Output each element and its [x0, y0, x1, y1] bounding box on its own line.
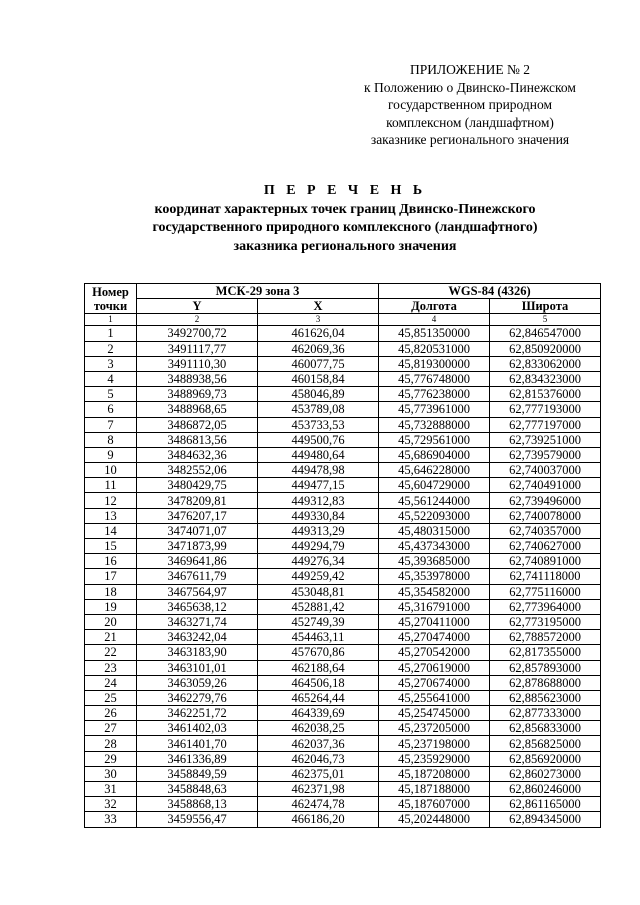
point-number-cell: 27 — [85, 721, 137, 736]
latitude-cell: 62,741118000 — [490, 569, 601, 584]
latitude-cell: 62,860246000 — [490, 782, 601, 797]
table-row — [85, 447, 601, 462]
point-number-cell: 24 — [85, 675, 137, 690]
y-cell: 3461401,70 — [137, 736, 258, 751]
x-cell: 462375,01 — [258, 766, 379, 781]
x-cell: 462474,78 — [258, 797, 379, 812]
longitude-cell: 45,522093000 — [379, 508, 490, 523]
header-longitude: Долгота — [379, 299, 490, 314]
longitude-cell: 45,646228000 — [379, 463, 490, 478]
table-row — [85, 690, 601, 705]
longitude-cell: 45,776748000 — [379, 371, 490, 386]
header-latitude: Широта — [490, 299, 601, 314]
y-cell: 3463271,74 — [137, 614, 258, 629]
y-cell: 3459556,47 — [137, 812, 258, 827]
point-number-cell: 28 — [85, 736, 137, 751]
latitude-cell: 62,740037000 — [490, 463, 601, 478]
latitude-cell: 62,777193000 — [490, 402, 601, 417]
table-row — [85, 721, 601, 736]
table-row — [85, 812, 601, 827]
latitude-cell: 62,740078000 — [490, 508, 601, 523]
x-cell: 453733,53 — [258, 417, 379, 432]
latitude-cell: 62,846547000 — [490, 326, 601, 341]
x-cell: 462371,98 — [258, 782, 379, 797]
latitude-cell: 62,861165000 — [490, 797, 601, 812]
document-title — [80, 182, 610, 256]
column-index-row — [85, 314, 601, 326]
latitude-cell: 62,817355000 — [490, 645, 601, 660]
y-cell: 3476207,17 — [137, 508, 258, 523]
x-cell: 452749,39 — [258, 614, 379, 629]
appendix-line: к Положению о Двинско-Пинежском — [364, 79, 576, 95]
longitude-cell: 45,270542000 — [379, 645, 490, 660]
table-row — [85, 356, 601, 371]
latitude-cell: 62,885623000 — [490, 690, 601, 705]
latitude-cell: 62,894345000 — [490, 812, 601, 827]
latitude-cell: 62,856833000 — [490, 721, 601, 736]
latitude-cell: 62,775116000 — [490, 584, 601, 599]
column-index: 2 — [137, 314, 258, 326]
point-number-cell: 33 — [85, 812, 137, 827]
point-number-cell: 29 — [85, 751, 137, 766]
table-row — [85, 478, 601, 493]
table-body — [85, 326, 601, 827]
point-number-cell: 5 — [85, 387, 137, 402]
longitude-cell: 45,202448000 — [379, 812, 490, 827]
x-cell: 462069,36 — [258, 341, 379, 356]
y-cell: 3458849,59 — [137, 766, 258, 781]
y-cell: 3474071,07 — [137, 523, 258, 538]
point-number-cell: 23 — [85, 660, 137, 675]
x-cell: 460077,75 — [258, 356, 379, 371]
longitude-cell: 45,393685000 — [379, 554, 490, 569]
latitude-cell: 62,740357000 — [490, 523, 601, 538]
x-cell: 449500,76 — [258, 432, 379, 447]
point-number-cell: 2 — [85, 341, 137, 356]
longitude-cell: 45,237205000 — [379, 721, 490, 736]
y-cell: 3486813,56 — [137, 432, 258, 447]
table-row — [85, 766, 601, 781]
longitude-cell: 45,732888000 — [379, 417, 490, 432]
longitude-cell: 45,270674000 — [379, 675, 490, 690]
y-cell: 3463059,26 — [137, 675, 258, 690]
x-cell: 462038,25 — [258, 721, 379, 736]
longitude-cell: 45,776238000 — [379, 387, 490, 402]
y-cell: 3469641,86 — [137, 554, 258, 569]
y-cell: 3484632,36 — [137, 447, 258, 462]
appendix-line: комплексном (ландшафтном) — [386, 114, 554, 130]
table-row — [85, 463, 601, 478]
latitude-cell: 62,856920000 — [490, 751, 601, 766]
header-point-number — [85, 284, 137, 314]
longitude-cell: 45,604729000 — [379, 478, 490, 493]
y-cell: 3488969,73 — [137, 387, 258, 402]
point-number-cell: 11 — [85, 478, 137, 493]
x-cell: 462046,73 — [258, 751, 379, 766]
table-row — [85, 751, 601, 766]
table-row — [85, 630, 601, 645]
table-row — [85, 736, 601, 751]
point-number-cell: 25 — [85, 690, 137, 705]
latitude-cell: 62,773195000 — [490, 614, 601, 629]
y-cell: 3492700,72 — [137, 326, 258, 341]
table-row — [85, 614, 601, 629]
point-number-cell: 21 — [85, 630, 137, 645]
longitude-cell: 45,480315000 — [379, 523, 490, 538]
table-row — [85, 326, 601, 341]
table-row — [85, 797, 601, 812]
x-cell: 460158,84 — [258, 371, 379, 386]
x-cell: 453048,81 — [258, 584, 379, 599]
x-cell: 449330,84 — [258, 508, 379, 523]
x-cell: 457670,86 — [258, 645, 379, 660]
appendix-block — [330, 61, 610, 149]
longitude-cell: 45,354582000 — [379, 584, 490, 599]
latitude-cell: 62,856825000 — [490, 736, 601, 751]
longitude-cell: 45,187208000 — [379, 766, 490, 781]
latitude-cell: 62,788572000 — [490, 630, 601, 645]
table-row — [85, 341, 601, 356]
table-row — [85, 569, 601, 584]
longitude-cell: 45,255641000 — [379, 690, 490, 705]
point-number-cell: 6 — [85, 402, 137, 417]
y-cell: 3491110,30 — [137, 356, 258, 371]
latitude-cell: 62,740491000 — [490, 478, 601, 493]
longitude-cell: 45,254745000 — [379, 706, 490, 721]
table-row — [85, 508, 601, 523]
point-number-cell: 16 — [85, 554, 137, 569]
y-cell: 3458868,13 — [137, 797, 258, 812]
appendix-line: заказнике регионального значения — [370, 132, 570, 147]
x-cell: 449276,34 — [258, 554, 379, 569]
point-number-cell: 15 — [85, 539, 137, 554]
latitude-cell: 62,740627000 — [490, 539, 601, 554]
point-number-cell: 1 — [85, 326, 137, 341]
table-row — [85, 523, 601, 538]
title-line: координат характерных точек границ Двинско-Пинежского — [154, 201, 536, 217]
point-number-cell: 31 — [85, 782, 137, 797]
latitude-cell: 62,878688000 — [490, 675, 601, 690]
column-index: 5 — [490, 314, 601, 326]
y-cell: 3462251,72 — [137, 706, 258, 721]
point-number-cell: 10 — [85, 463, 137, 478]
appendix-line: государственном природном — [387, 97, 553, 112]
x-cell: 462037,36 — [258, 736, 379, 751]
longitude-cell: 45,819300000 — [379, 356, 490, 371]
column-index: 4 — [379, 314, 490, 326]
latitude-cell: 62,833062000 — [490, 356, 601, 371]
latitude-cell: 62,739251000 — [490, 432, 601, 447]
y-cell: 3471873,99 — [137, 539, 258, 554]
y-cell: 3463183,90 — [137, 645, 258, 660]
x-cell: 464339,69 — [258, 706, 379, 721]
y-cell: 3462279,76 — [137, 690, 258, 705]
point-number-cell: 9 — [85, 447, 137, 462]
column-index: 1 — [85, 314, 137, 326]
coordinates-table — [84, 283, 601, 828]
x-cell: 449259,42 — [258, 569, 379, 584]
latitude-cell: 62,740891000 — [490, 554, 601, 569]
latitude-cell: 62,777197000 — [490, 417, 601, 432]
title-line: заказника регионального значения — [233, 238, 457, 254]
longitude-cell: 45,237198000 — [379, 736, 490, 751]
x-cell: 461626,04 — [258, 326, 379, 341]
x-cell: 454463,11 — [258, 630, 379, 645]
longitude-cell: 45,729561000 — [379, 432, 490, 447]
point-number-cell: 13 — [85, 508, 137, 523]
y-cell: 3467564,97 — [137, 584, 258, 599]
x-cell: 458046,89 — [258, 387, 379, 402]
appendix-line: ПРИЛОЖЕНИЕ № 2 — [409, 62, 531, 77]
table-row — [85, 539, 601, 554]
x-cell: 449478,98 — [258, 463, 379, 478]
x-cell: 449312,83 — [258, 493, 379, 508]
table-row — [85, 417, 601, 432]
y-cell: 3488968,65 — [137, 402, 258, 417]
point-number-cell: 22 — [85, 645, 137, 660]
y-cell: 3465638,12 — [137, 599, 258, 614]
table-row — [85, 675, 601, 690]
header-group-msk: МСК-29 зона 3 — [137, 284, 379, 299]
table-row — [85, 645, 601, 660]
point-number-cell: 26 — [85, 706, 137, 721]
x-cell: 449313,29 — [258, 523, 379, 538]
title-heading: П Е Р Е Ч Е Н Ь — [263, 183, 427, 198]
x-cell: 449294,79 — [258, 539, 379, 554]
table-row — [85, 599, 601, 614]
x-cell: 449477,15 — [258, 478, 379, 493]
longitude-cell: 45,270474000 — [379, 630, 490, 645]
x-cell: 449480,64 — [258, 447, 379, 462]
longitude-cell: 45,851350000 — [379, 326, 490, 341]
title-line: государственного природного комплексного (ландшафтного) — [152, 220, 538, 235]
y-cell: 3478209,81 — [137, 493, 258, 508]
header-number-line2: точки — [93, 298, 128, 313]
latitude-cell: 62,834323000 — [490, 371, 601, 386]
y-cell: 3467611,79 — [137, 569, 258, 584]
point-number-cell: 18 — [85, 584, 137, 599]
x-cell: 464506,18 — [258, 675, 379, 690]
longitude-cell: 45,773961000 — [379, 402, 490, 417]
longitude-cell: 45,561244000 — [379, 493, 490, 508]
header-y: Y — [137, 299, 258, 314]
header-number-line1: Номер — [92, 284, 129, 299]
point-number-cell: 7 — [85, 417, 137, 432]
point-number-cell: 12 — [85, 493, 137, 508]
y-cell: 3482552,06 — [137, 463, 258, 478]
longitude-cell: 45,820531000 — [379, 341, 490, 356]
longitude-cell: 45,437343000 — [379, 539, 490, 554]
point-number-cell: 3 — [85, 356, 137, 371]
longitude-cell: 45,187607000 — [379, 797, 490, 812]
longitude-cell: 45,686904000 — [379, 447, 490, 462]
table-row — [85, 584, 601, 599]
point-number-cell: 20 — [85, 614, 137, 629]
latitude-cell: 62,773964000 — [490, 599, 601, 614]
longitude-cell: 45,235929000 — [379, 751, 490, 766]
y-cell: 3463101,01 — [137, 660, 258, 675]
latitude-cell: 62,857893000 — [490, 660, 601, 675]
longitude-cell: 45,187188000 — [379, 782, 490, 797]
longitude-cell: 45,316791000 — [379, 599, 490, 614]
longitude-cell: 45,270619000 — [379, 660, 490, 675]
table-row — [85, 782, 601, 797]
column-index: 3 — [258, 314, 379, 326]
latitude-cell: 62,860273000 — [490, 766, 601, 781]
y-cell: 3458848,63 — [137, 782, 258, 797]
point-number-cell: 17 — [85, 569, 137, 584]
table-row — [85, 554, 601, 569]
header-x: X — [258, 299, 379, 314]
table-row — [85, 432, 601, 447]
table-row — [85, 493, 601, 508]
x-cell: 462188,64 — [258, 660, 379, 675]
point-number-cell: 4 — [85, 371, 137, 386]
point-number-cell: 14 — [85, 523, 137, 538]
table-row — [85, 402, 601, 417]
y-cell: 3461336,89 — [137, 751, 258, 766]
longitude-cell: 45,353978000 — [379, 569, 490, 584]
y-cell: 3480429,75 — [137, 478, 258, 493]
latitude-cell: 62,850920000 — [490, 341, 601, 356]
table-row — [85, 706, 601, 721]
point-number-cell: 32 — [85, 797, 137, 812]
x-cell: 466186,20 — [258, 812, 379, 827]
table-row — [85, 660, 601, 675]
point-number-cell: 19 — [85, 599, 137, 614]
table-row — [85, 387, 601, 402]
x-cell: 465264,44 — [258, 690, 379, 705]
latitude-cell: 62,739496000 — [490, 493, 601, 508]
table-row — [85, 371, 601, 386]
point-number-cell: 30 — [85, 766, 137, 781]
y-cell: 3486872,05 — [137, 417, 258, 432]
x-cell: 453789,08 — [258, 402, 379, 417]
longitude-cell: 45,270411000 — [379, 614, 490, 629]
y-cell: 3461402,03 — [137, 721, 258, 736]
header-group-wgs: WGS-84 (4326) — [379, 284, 601, 299]
latitude-cell: 62,877333000 — [490, 706, 601, 721]
y-cell: 3463242,04 — [137, 630, 258, 645]
point-number-cell: 8 — [85, 432, 137, 447]
latitude-cell: 62,739579000 — [490, 447, 601, 462]
y-cell: 3491117,77 — [137, 341, 258, 356]
x-cell: 452881,42 — [258, 599, 379, 614]
latitude-cell: 62,815376000 — [490, 387, 601, 402]
y-cell: 3488938,56 — [137, 371, 258, 386]
